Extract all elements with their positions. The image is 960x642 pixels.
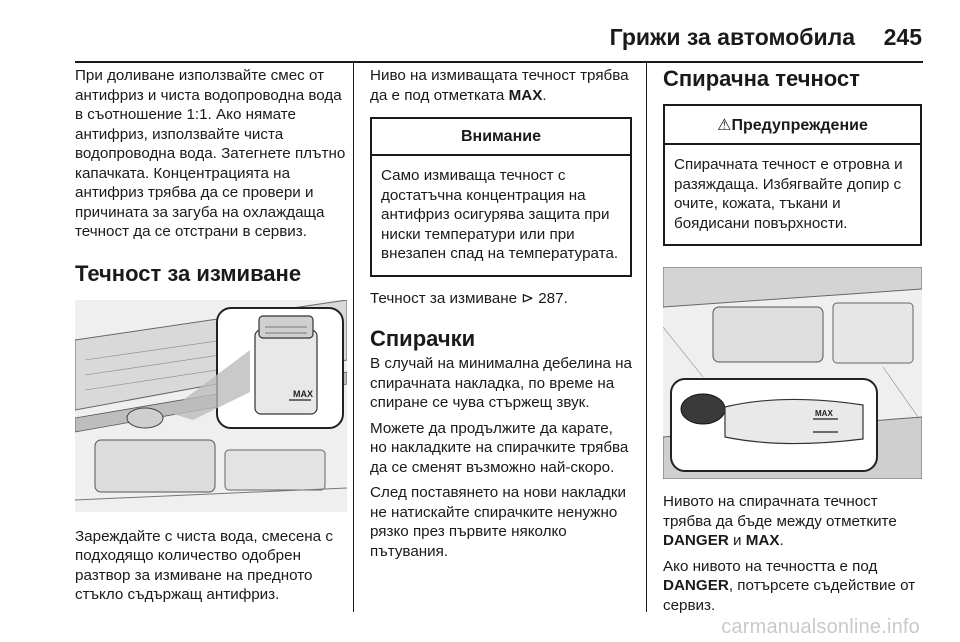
column-divider-2 [646, 62, 647, 612]
brake-fluid-illustration [663, 267, 922, 479]
warning-title: Предупреждение [731, 117, 868, 134]
warning-body: Спирачната течност е отровна и разяждаща. Избягвайте допир с очите, кожата, тъкани и боядисани повърхности. [674, 156, 903, 232]
brake-max-label: MAX [815, 409, 833, 418]
column-1 [75, 66, 347, 605]
brakes-paragraph-3: След поставянето на нови накладки не натискайте спирачките ненужно рязко през първите няколко пътувания. [370, 484, 627, 560]
column-2 [370, 66, 632, 561]
brake-fluid-service-paragraph: Ако нивото на течността е под DANGER, потърсете съдействие от сервиз. [663, 557, 916, 614]
watermark: carmanualsonline.info [721, 616, 920, 638]
notice-title: Внимание [372, 119, 630, 156]
washer-fluid-caption: Зареждайте с чиста вода, смесена с подходящо количество одобрен разтвор за измиване на предното стъкло съдържащ антифриз. [75, 527, 333, 603]
washer-max-label: MAX [293, 388, 313, 399]
cross-reference: Течност за измиване ⊳ 287. [370, 289, 568, 307]
washer-fluid-figure [75, 300, 347, 512]
header-title: Грижи за автомобила [609, 24, 855, 50]
notice-box [370, 117, 632, 277]
max-keyword-2: MAX [745, 532, 780, 549]
brake-fluid-heading: Спирачна течност [663, 66, 860, 91]
danger-keyword-2: DANGER [663, 577, 729, 594]
warning-header [665, 106, 920, 145]
column-3 [663, 66, 922, 615]
brakes-paragraph-2: Можете да продължите да карате, но накладките на спирачките трябва да се сменят възможно най-скоро. [370, 419, 629, 476]
page-ref-icon: ⊳ [521, 289, 535, 307]
washer-fluid-illustration [75, 300, 347, 512]
coolant-paragraph: При доливане използвайте смес от антифриз и чиста водопроводна вода в съотношение 1:1. Ако нямате антифриз, използвайте чиста водопроводна вода. Затегнете плътно капачката. Концентрацията на антифриз трябва да се провери и причината за загуба на охлаждаща течност да се отстрани в сервиз. [75, 67, 346, 240]
brake-fluid-figure [663, 267, 922, 479]
washer-level-paragraph: Ниво на измиващата течност трябва да е под отметката MAX. [370, 67, 629, 104]
brake-fluid-caption: Нивото на спирачната течност трябва да бъде между отметките DANGER и MAX. [663, 493, 897, 549]
page-number: 245 [883, 24, 922, 50]
header-rule [75, 61, 923, 63]
warning-box [663, 104, 922, 246]
brakes-heading: Спирачки [370, 326, 476, 351]
danger-keyword: DANGER [663, 532, 729, 549]
washer-fluid-heading: Течност за измиване [75, 260, 302, 286]
max-keyword: MAX [508, 86, 543, 104]
brakes-paragraph-1: В случай на минимална дебелина на спирачната накладка, по време на спиране се чува стържещ звук. [370, 355, 632, 411]
column-divider-1 [353, 62, 354, 612]
warning-icon: ⚠ [717, 117, 732, 134]
notice-body: Само измиваща течност с достатъчна концентрация на антифриз осигурява защита при ниски температури или при внезапен спад на температурата. [381, 167, 619, 262]
